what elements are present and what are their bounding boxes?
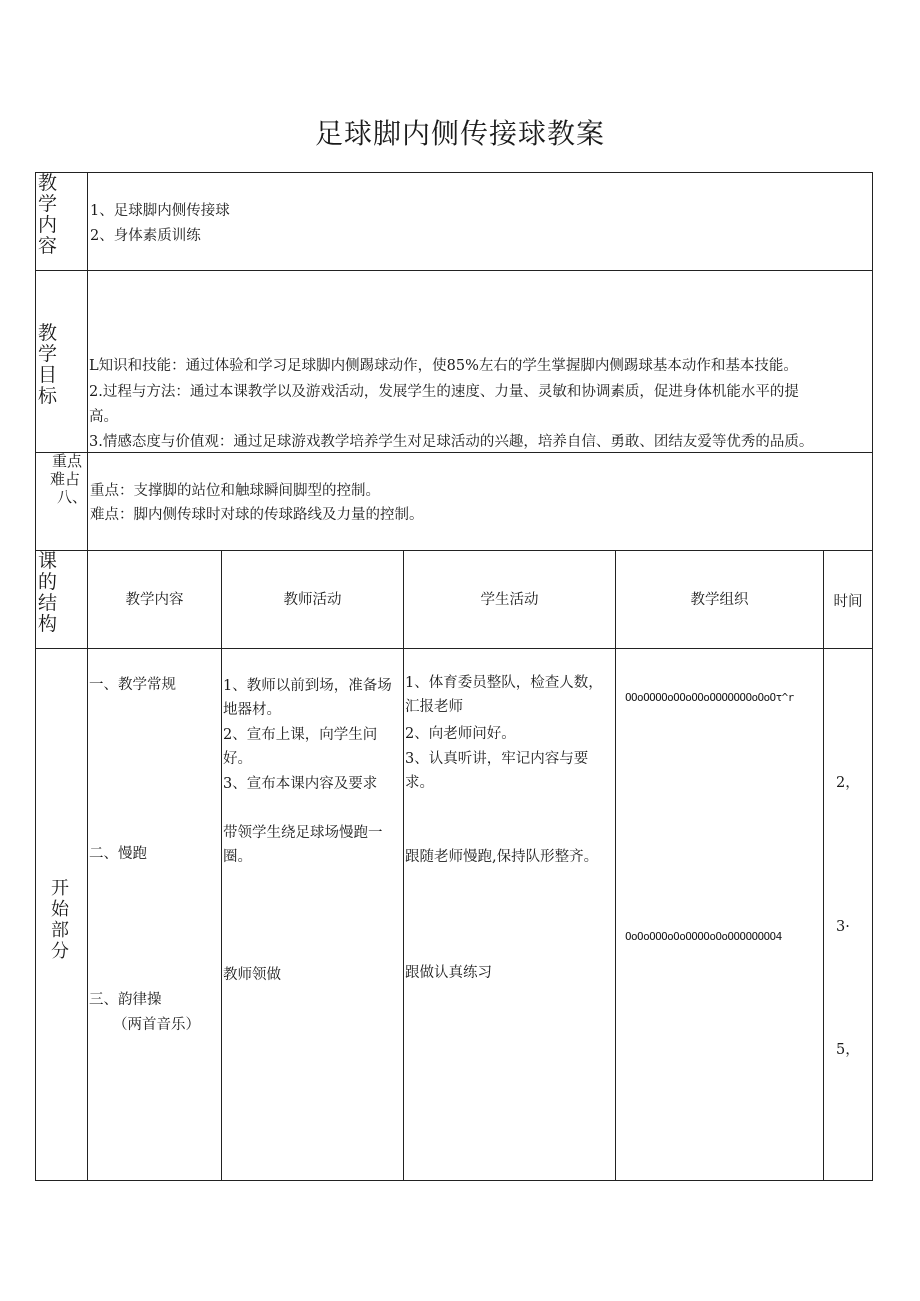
start-section-label: 开 始 部 分 — [51, 878, 69, 962]
goal-line: 高。 — [89, 409, 118, 425]
header-student: 学生活动 — [480, 592, 539, 608]
header-teacher: 教师活动 — [283, 592, 342, 608]
structure-label: 课 的 结 构 — [38, 550, 58, 635]
goal-line: 2.过程与方法：通过本课教学以及游戏活动，发展学生的速度、力量、灵敏和协调素质，促进身体机能水平的提 — [89, 384, 799, 400]
goals-label: 教 学 目 标 — [38, 322, 58, 407]
content-item: 2、身体素质训练 — [90, 228, 201, 244]
student-activity: 3、认真听讲，牢记内容与要求。 — [405, 751, 589, 791]
goal-line: L知识和技能：通过体验和学习足球脚内侧踢球动作，使85%左右的学生掌握脚内侧踢球基本动作和基本技能。 — [89, 358, 798, 374]
teacher-activity: 教师领做 — [223, 967, 281, 983]
content-step: 一、教学常规 — [89, 677, 176, 693]
goal-line: 3.情感态度与价值观：通过足球游戏教学培养学生对足球活动的兴趣，培养自信、勇敢、团结友爱等优秀的品质。 — [89, 434, 814, 450]
teacher-activity: 带领学生绕足球场慢跑一圈。 — [223, 825, 383, 865]
teacher-activity: 2、宣布上课，向学生问好。 — [223, 727, 378, 767]
time-value: 2， — [836, 775, 860, 791]
student-activity: 跟随老师慢跑,保持队形整齐。 — [405, 849, 599, 865]
teacher-activity: 1、教师以前到场，准备场地器材。 — [223, 678, 392, 718]
content-step: 二、慢跑 — [89, 846, 147, 862]
content-label: 教 学 内 容 — [38, 172, 58, 257]
header-content: 教学内容 — [125, 592, 184, 608]
difficulty-text: 难点：脚内侧传球时对球的传球路线及力量的控制。 — [90, 507, 424, 523]
teacher-activity: 3、宣布本课内容及要求 — [223, 776, 378, 792]
content-item: 1、足球脚内侧传接球 — [90, 203, 230, 219]
student-activity: 跟做认真练习 — [405, 965, 492, 981]
formation-diagram: OOoOOOOoOOoOOoOOOOOOOoOoOτ^r — [625, 691, 794, 704]
student-activity: 2、向老师问好。 — [405, 726, 516, 742]
header-organization: 教学组织 — [690, 592, 749, 608]
student-activity: 1、体育委员整队，检查人数，汇报老师 — [405, 675, 603, 715]
page-title: 足球脚内侧传接球教案 — [314, 117, 605, 150]
time-value: 5， — [836, 1042, 860, 1058]
focus-text: 重点：支撑脚的站位和触球瞬间脚型的控制。 — [90, 483, 380, 499]
header-time: 时间 — [833, 594, 863, 610]
content-step: 三、韵律操 — [89, 992, 162, 1008]
formation-diagram: OoOoOOOoOoOOOOoOoOOOOOOOO4 — [625, 930, 782, 943]
content-step-note: （两首音乐） — [113, 1017, 200, 1033]
time-value: 3· — [836, 919, 850, 935]
